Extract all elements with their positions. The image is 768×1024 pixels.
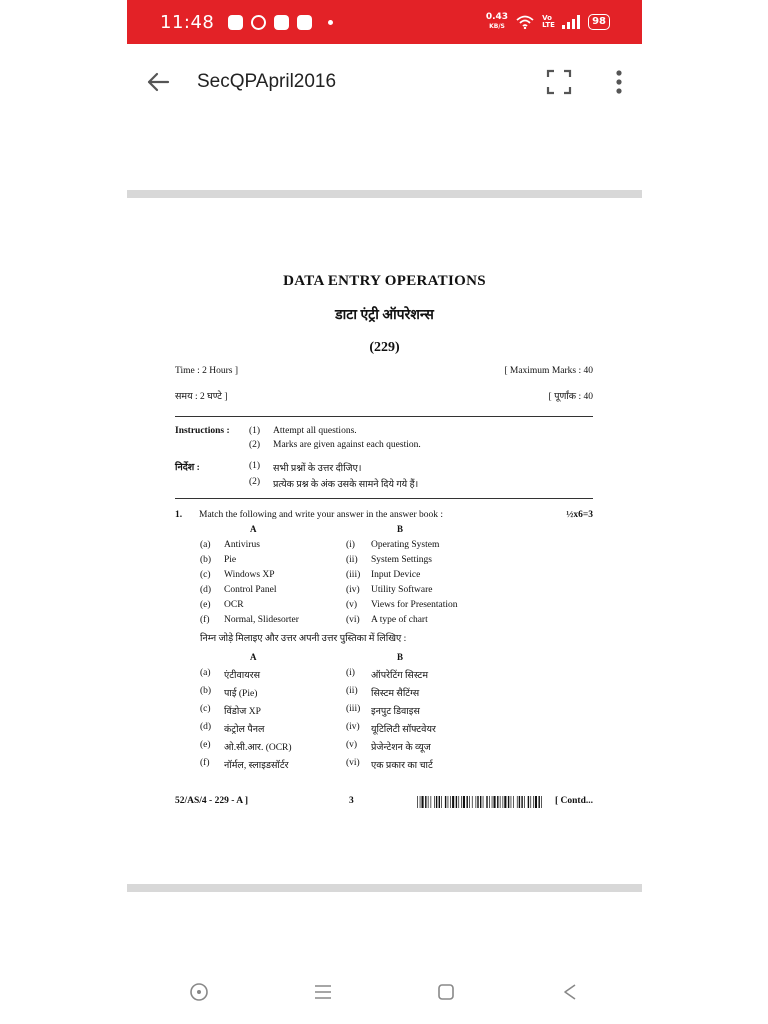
status-bar bbox=[127, 0, 642, 44]
option-label: (iv) bbox=[346, 585, 360, 595]
whatsapp-icon bbox=[251, 15, 266, 30]
question-text: Match the following and write your answer in the answer book : bbox=[199, 510, 444, 520]
message-notification-icon bbox=[297, 15, 312, 30]
option-label: (i) bbox=[346, 540, 355, 550]
question-text-hindi: निम्न जोड़े मिलाइए और उत्तर अपनी उत्तर पुस्तिका में लिखिए : bbox=[200, 634, 407, 644]
more-notifications-dot-icon bbox=[328, 20, 333, 25]
item-text: विंडोज XP bbox=[224, 707, 261, 717]
page-separator-top bbox=[127, 190, 642, 198]
nirdesh-number: (2) bbox=[249, 477, 261, 487]
instruction-text: Marks are given against each question. bbox=[273, 440, 421, 450]
page-footer bbox=[175, 796, 593, 810]
item-text: Pie bbox=[224, 555, 237, 565]
page-separator-bottom bbox=[127, 884, 642, 892]
column-b-heading: B bbox=[397, 524, 404, 534]
barcode-image bbox=[417, 796, 543, 808]
item-text: Windows XP bbox=[224, 570, 275, 580]
nirdesh-label: निर्देश : bbox=[175, 463, 200, 473]
item-text: ओ.सी.आर. (OCR) bbox=[224, 743, 292, 753]
item-label: (a) bbox=[200, 540, 211, 550]
item-label: (d) bbox=[200, 722, 212, 732]
battery-indicator: 98 bbox=[588, 14, 610, 30]
recent-apps-icon[interactable] bbox=[312, 981, 334, 1003]
option-label: (iii) bbox=[346, 570, 361, 580]
option-label: (ii) bbox=[346, 555, 358, 565]
signal-icon bbox=[562, 15, 580, 29]
instruction-number: (1) bbox=[249, 426, 261, 436]
option-text: A type of chart bbox=[371, 615, 428, 625]
match-row bbox=[200, 585, 560, 599]
match-row-hindi bbox=[200, 704, 560, 718]
divider bbox=[175, 416, 593, 417]
item-label: (d) bbox=[200, 585, 212, 595]
item-label: (e) bbox=[200, 740, 211, 750]
item-text: Antivirus bbox=[224, 540, 260, 550]
item-label: (b) bbox=[200, 555, 212, 565]
match-row-hindi bbox=[200, 686, 560, 700]
item-label: (f) bbox=[200, 615, 210, 625]
option-label: (v) bbox=[346, 740, 358, 750]
time-marks-row bbox=[175, 366, 593, 376]
column-b-heading-hindi: B bbox=[397, 652, 404, 662]
item-label: (e) bbox=[200, 600, 211, 610]
match-row-hindi bbox=[200, 758, 560, 772]
status-bar-left bbox=[160, 12, 333, 33]
option-text: Utility Software bbox=[371, 585, 433, 595]
document-page[interactable] bbox=[127, 198, 642, 884]
time-label: Time : 2 Hours ] bbox=[175, 366, 238, 376]
exam-title-hindi: डाटा एंट्री ऑपरेशन्स bbox=[335, 308, 434, 323]
item-label: (c) bbox=[200, 570, 211, 580]
max-marks-label-hindi: [ पूर्णांक : 40 bbox=[548, 392, 593, 402]
assistant-icon[interactable] bbox=[188, 981, 210, 1003]
network-speed bbox=[486, 13, 508, 31]
wifi-icon bbox=[516, 15, 534, 29]
match-row-hindi bbox=[200, 668, 560, 682]
option-text: Operating System bbox=[371, 540, 440, 550]
back-nav-icon[interactable] bbox=[559, 981, 581, 1003]
option-text: एक प्रकार का चार्ट bbox=[371, 761, 433, 771]
option-text: सिस्टम सैटिंग्स bbox=[371, 689, 420, 699]
item-text: पाई (Pie) bbox=[224, 689, 258, 699]
network-speed-value: 0.43 bbox=[485, 12, 509, 22]
back-arrow-icon[interactable] bbox=[145, 69, 171, 95]
time-label-hindi: समय : 2 घण्टे ] bbox=[175, 392, 228, 402]
option-label: (i) bbox=[346, 668, 355, 678]
option-text: ऑपरेटिंग सिस्टम bbox=[371, 671, 429, 681]
document-title: SecQPApril2016 bbox=[197, 71, 337, 92]
divider bbox=[175, 498, 593, 499]
exam-code: (229) bbox=[369, 340, 400, 355]
item-text: OCR bbox=[224, 600, 244, 610]
option-text: प्रेजेन्टेशन के व्यूज bbox=[371, 743, 431, 753]
time-marks-row-hindi bbox=[175, 389, 593, 402]
match-row bbox=[200, 570, 560, 584]
instruction-text: Attempt all questions. bbox=[273, 426, 357, 436]
network-speed-unit: KB/S bbox=[489, 23, 505, 30]
match-row bbox=[200, 540, 560, 554]
option-text: Views for Presentation bbox=[371, 600, 458, 610]
match-row-hindi bbox=[200, 740, 560, 754]
item-text: Normal, Slidesorter bbox=[224, 615, 299, 625]
volte-label: Vo LTE bbox=[542, 14, 555, 29]
item-label: (c) bbox=[200, 704, 211, 714]
column-a-heading-hindi: A bbox=[250, 652, 257, 662]
option-text: इनपुट डिवाइस bbox=[371, 707, 420, 717]
status-time: 11:48 bbox=[160, 11, 215, 33]
match-row-hindi bbox=[200, 722, 560, 736]
option-label: (vi) bbox=[346, 758, 360, 768]
item-text: कंट्रोल पैनल bbox=[224, 725, 265, 735]
nirdesh-text: प्रत्येक प्रश्न के अंक उसके सामने दिये गये हैं। bbox=[273, 480, 419, 490]
status-bar-right bbox=[486, 13, 610, 31]
item-label: (b) bbox=[200, 686, 212, 696]
continued-label: [ Contd... bbox=[554, 796, 593, 806]
column-a-heading: A bbox=[250, 524, 257, 534]
item-text: Control Panel bbox=[224, 585, 277, 595]
exam-title: DATA ENTRY OPERATIONS bbox=[283, 273, 486, 289]
max-marks-label: [ Maximum Marks : 40 bbox=[504, 366, 593, 376]
item-label: (a) bbox=[200, 668, 211, 678]
item-label: (f) bbox=[200, 758, 210, 768]
paper-code: 52/AS/4 - 229 - A ] bbox=[175, 796, 249, 806]
app-bar bbox=[127, 44, 642, 120]
match-row bbox=[200, 615, 560, 629]
option-label: (iii) bbox=[346, 704, 361, 714]
app-notification-icon bbox=[228, 15, 243, 30]
chat-notification-icon bbox=[274, 15, 289, 30]
home-icon[interactable] bbox=[435, 981, 457, 1003]
nirdesh-text: सभी प्रश्नों के उत्तर दीजिए। bbox=[273, 464, 362, 474]
item-text: एंटीवायरस bbox=[224, 671, 261, 681]
option-label: (v) bbox=[346, 600, 358, 610]
more-options-icon[interactable] bbox=[616, 70, 622, 94]
instruction-number: (2) bbox=[249, 440, 261, 450]
fullscreen-icon[interactable] bbox=[546, 69, 572, 95]
page-number: 3 bbox=[349, 796, 354, 806]
question-number: 1. bbox=[175, 510, 183, 520]
match-row bbox=[200, 555, 560, 569]
navigation-bar bbox=[127, 960, 642, 1024]
option-text: यूटिलिटी सॉफ्टवेयर bbox=[371, 725, 436, 735]
option-label: (vi) bbox=[346, 615, 360, 625]
option-text: System Settings bbox=[371, 555, 432, 565]
instructions-label: Instructions : bbox=[175, 426, 230, 436]
option-label: (ii) bbox=[346, 686, 358, 696]
match-row bbox=[200, 600, 560, 614]
option-text: Input Device bbox=[371, 570, 421, 580]
nirdesh-number: (1) bbox=[249, 461, 261, 471]
item-text: नॉर्मल, स्लाइडसॉर्टर bbox=[224, 761, 289, 771]
question-marks: ½x6=3 bbox=[566, 510, 593, 520]
option-label: (iv) bbox=[346, 722, 360, 732]
